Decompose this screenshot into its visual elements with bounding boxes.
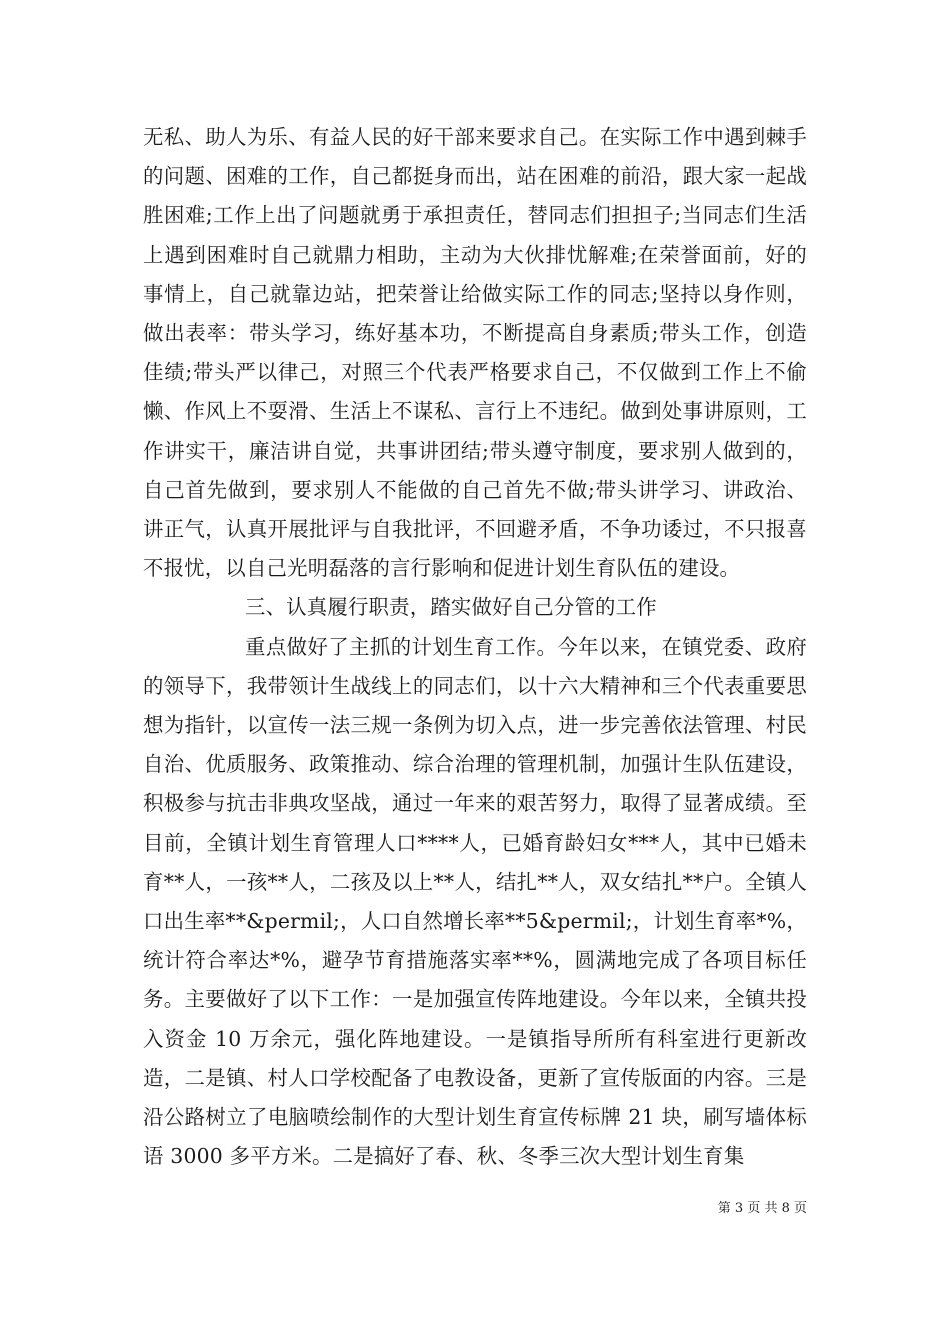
paragraph-continuation: 无私、助人为乐、有益人民的好干部来要求自己。在实际工作中遇到棘手的问题、困难的工作，自己都挺身而出，站在困难的前沿，跟大家一起战胜困难;工作上出了问题就勇于承担责任，替同志们担担子;当同志们生活上遇到困难时自己就鼎力相助，主动为大伙排忧解难;在荣誉面前，好的事情上，自己就靠边站，把荣誉让给做实际工作的同志;坚持以身作则，做出表率：带头学习，练好基本功，不断提高自身素质;带头工作，创造佳绩;带头严以律己，对照三个代表严格要求自己，不仅做到工作上不偷懒、作风上不耍滑、生活上不谋私、言行上不违纪。做到处事讲原则，工作讲实干，廉洁讲自觉，共事讲团结;带头遵守制度，要求别人做到的，自己首先做到，要求别人不能做的自己首先不做;带头讲学习、讲政治、讲正气，认真开展批评与自我批评，不回避矛盾，不争功诿过，不只报喜不报忧，以自己光明磊落的言行影响和促进计划生育队伍的建设。 [143, 125, 807, 581]
section-heading: 三、认真履行职责，踏实做好自己分管的工作 [245, 595, 657, 620]
page-number: 第 3 页 共 8 页 [717, 1201, 807, 1216]
paragraph-main: 重点做好了主抓的计划生育工作。今年以来，在镇党委、政府的领导下，我带领计生战线上的同志们，以十六大精神和三个代表重要思想为指针，以宣传一法三规一条例为切入点，进一步完善依法管理、村民自治、优质服务、政策推动、综合治理的管理机制，加强计生队伍建设，积极参与抗击非典攻坚战，通过一年来的艰苦努力，取得了显著成绩。至目前，全镇计划生育管理人口****人，已婚育龄妇女***人，其中已婚未育**人，一孩**人，二孩及以上**人，结扎**人，双女结扎**户。全镇人口出生率**&permil;，人口自然增长率**5&permil;，计划生育率*%，统计符合率达*%，避孕节育措施落实率**%，圆满地完成了各项目标任务。主要做好了以下工作：一是加强宣传阵地建设。今年以来，全镇共投入资金 10 万余元，强化阵地建设。一是镇指导所所有科室进行更新改造，二是镇、村人口学校配备了电教设备，更新了宣传版面的内容。三是沿公路树立了电脑喷绘制作的大型计划生育宣传标牌 21 块，刷写墙体标语 3000 多平方米。二是搞好了春、秋、冬季三次大型计划生育集 [143, 634, 807, 1169]
document-body [143, 118, 807, 1176]
